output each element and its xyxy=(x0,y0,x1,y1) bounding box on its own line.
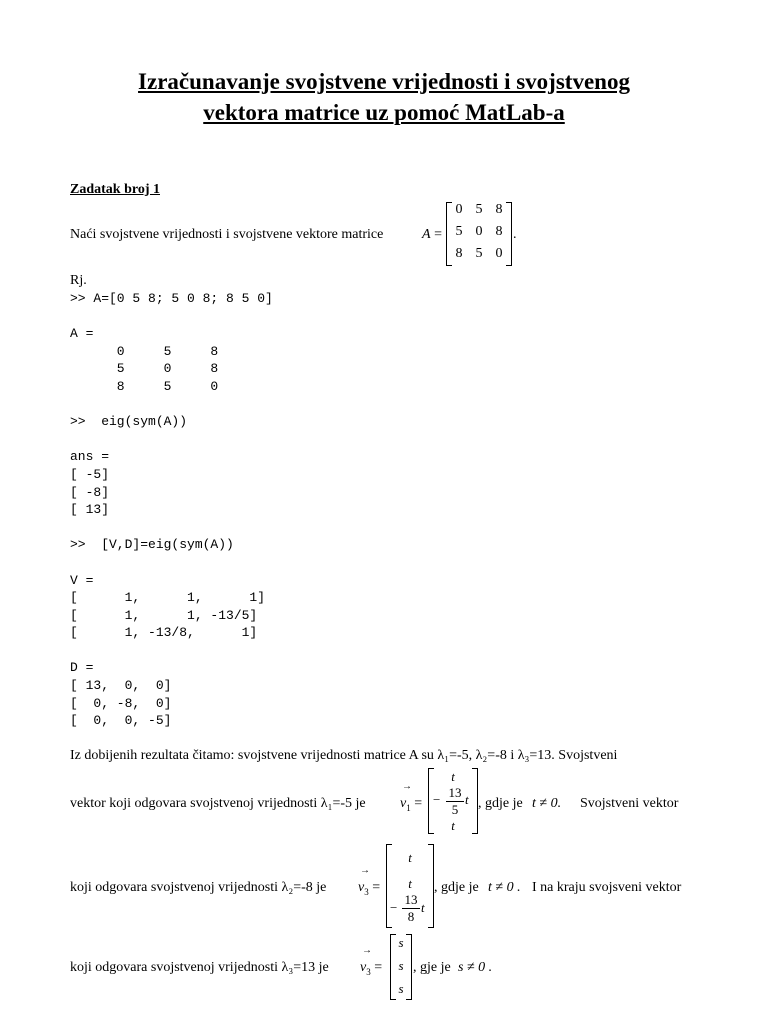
v1-tail: Svojstveni vektor xyxy=(580,796,679,811)
matrix-a xyxy=(446,202,512,266)
v2-suffix: , gdje je xyxy=(434,880,479,895)
v1-var: t xyxy=(465,792,469,807)
title-line-2: vektora matrice uz pomoć MatLab-a xyxy=(203,100,565,125)
v1-prefix: vektor koji odgovara svojstvenoj vrijednosti λ₁=-5 je xyxy=(70,796,366,811)
vector-v1 xyxy=(428,768,478,834)
v3-suffix: , gje je xyxy=(413,960,451,975)
task-statement: Naći svojstvene vrijednosti i svojstvene vektore matrice xyxy=(70,227,384,242)
matrix-cell: 8 xyxy=(495,224,503,239)
vector-arrow-icon: → xyxy=(360,865,370,876)
v2-var: t xyxy=(421,900,425,915)
matrix-cell: 0 xyxy=(475,224,483,239)
v1-numerator: 13 xyxy=(448,785,462,800)
matrix-cell: 0 xyxy=(455,202,463,217)
matrix-cell: 8 xyxy=(455,246,463,261)
matrix-variable: A = xyxy=(422,227,442,242)
vector-arrow-icon: → xyxy=(402,781,412,792)
vector-v3 xyxy=(390,934,412,1000)
vector-arrow-icon: → xyxy=(362,945,372,956)
v2-minus: − xyxy=(390,900,398,915)
matlab-session: >> A=[0 5 8; 5 0 8; 8 5 0] A = 0 5 8 5 0 8 8 5 0 >> eig(sym(A)) ans = [ -5] [ -8] [ 13] >> [V,D]=eig(sym(A)) V = [ 1, 1, 1] [ 1, 1, -13/5] [ 1, -13/8, 1] D = [ 13, 0, 0] [ 0, -8, 0] [ 0, 0, -5] xyxy=(70,291,273,729)
v2-numerator: 13 xyxy=(404,892,418,907)
title-line-1: Izračunavanje svojstvene vrijednosti i svojstvenog xyxy=(138,69,630,94)
v3-condition: s ≠ 0 . xyxy=(458,960,493,975)
v1-suffix: , gdje je xyxy=(478,796,523,811)
v2-entry-top: t xyxy=(408,850,412,865)
statement-period: . xyxy=(513,227,517,242)
v1-denominator: 5 xyxy=(451,802,459,817)
v3-prefix: koji odgovara svojstvenoj vrijednosti λ₃=13 je xyxy=(70,960,329,975)
v2-condition: t ≠ 0 . xyxy=(488,880,521,895)
v1-minus: − xyxy=(433,792,441,807)
vector-v2 xyxy=(386,844,434,928)
v1-entry-bottom: t xyxy=(451,818,455,833)
v1-entry-top: t xyxy=(451,769,455,784)
matrix-cell: 5 xyxy=(475,202,483,217)
v2-tail: I na kraju svojsveni vektor xyxy=(532,880,682,895)
v3-entry: s xyxy=(398,958,404,973)
v3-symbol: $v_3$ = xyxy=(360,960,383,977)
v1-symbol: $v_1$ = xyxy=(400,796,423,813)
v3-entry: s xyxy=(398,981,404,996)
conclusion-line-1: Iz dobijenih rezultata čitamo: svojstvene vrijednosti matrice A su λ₁=-5, λ₂=-8 i λ₃=13. Svojstveni xyxy=(70,748,618,763)
v2-prefix: koji odgovara svojstvenoj vrijednosti λ₂=-8 je xyxy=(70,880,327,895)
solution-label: Rj. xyxy=(70,273,87,288)
matrix-cell: 5 xyxy=(475,246,483,261)
v1-condition: t ≠ 0. xyxy=(532,796,562,811)
v2-denominator: 8 xyxy=(407,909,415,924)
matrix-cell: 5 xyxy=(455,224,463,239)
v2-symbol: $v_3$ = xyxy=(358,880,381,897)
document-title xyxy=(0,66,768,128)
v3-entry: s xyxy=(398,935,404,950)
matrix-cell: 8 xyxy=(495,202,503,217)
v2-entry-mid: t xyxy=(408,876,412,891)
task-heading: Zadatak broj 1 xyxy=(70,182,160,197)
matrix-cell: 0 xyxy=(495,246,503,261)
